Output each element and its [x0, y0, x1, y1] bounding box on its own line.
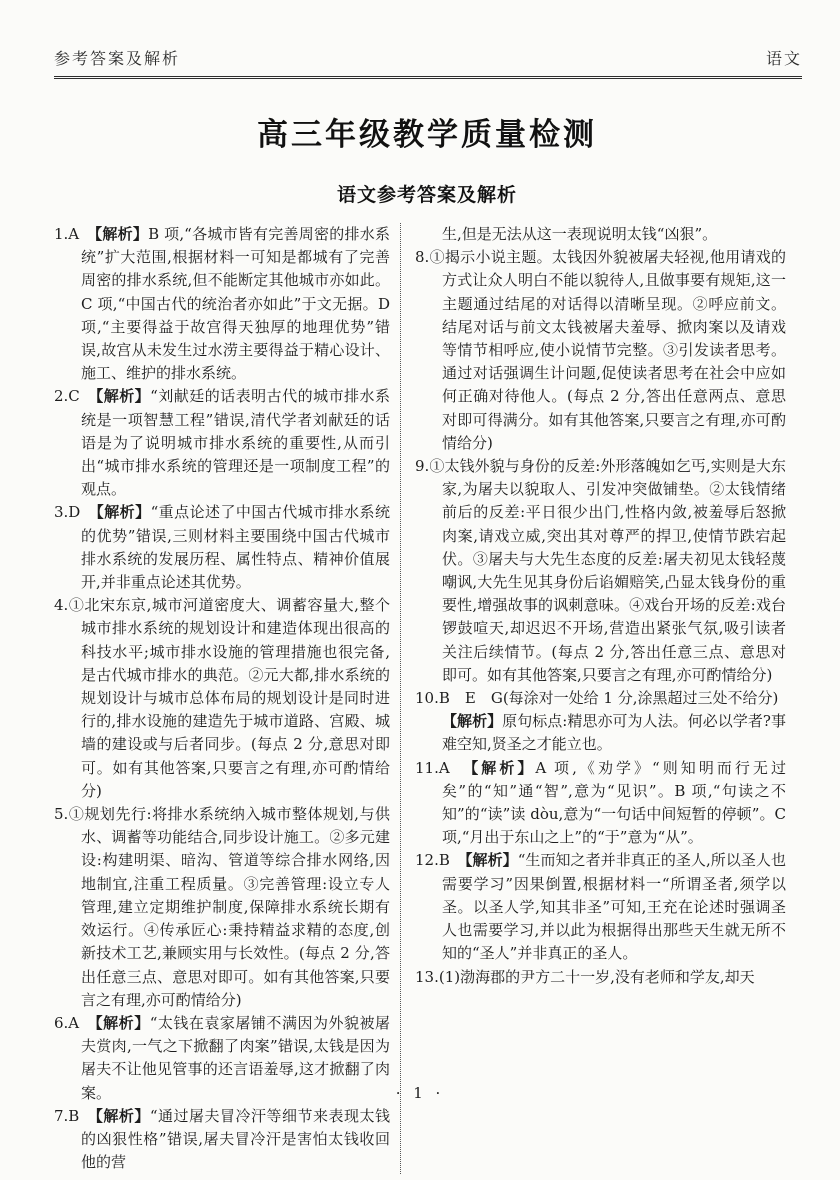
right-column — [400, 223, 786, 1174]
item-text: “通过屠夫冒冷汗等细节来表现太钱的凶狠性格”错误,屠夫冒冷汗是害怕太钱收回他的营 — [81, 1106, 390, 1172]
answer-item-10-analysis — [415, 710, 786, 756]
item-number: 10.B E G — [415, 689, 503, 708]
item-number: 3.D — [54, 503, 97, 522]
document-subtitle: 语文参考答案及解析 — [336, 184, 517, 206]
answer-item-8 — [415, 246, 786, 455]
item-number: 2.C — [54, 387, 96, 406]
item-number: 7.B — [54, 1106, 96, 1125]
item-text: ①太钱外貌与身份的反差:外形落魄如乞丐,实则是大东家,为屠夫以貌取人、引发冲突做铺垫。②太钱情绪前后的反差:平日很少出门,性格内敛,被羞辱后怒掀肉案,请戏立威,突出其对尊严的捍卫,使情节跌宕起伏。③屠夫与大先生态度的反差:屠夫初见太钱轻蔑嘲讽,大先生见其身份后谄媚赔笑,凸显太钱身份的重要性,增强故事的讽刺意味。④戏台开场的反差:戏台锣鼓喧天,却迟迟不开场,营造出紧张气氛,吸引读者关注后续情节。(每点 2 分,答出任意三点、意思对即可。如有其他答案,只要言之有理,亦可酌情给分) — [429, 457, 786, 684]
answer-item-12 — [415, 849, 786, 965]
item-text: ①规划先行:将排水系统纳入城市整体规划,与供水、调蓄等功能结合,同步设计施工。②多元建设:构建明渠、暗沟、管道等综合排水网络,因地制宜,注重工程质量。③完善管理:设立专人管理,建立定期维护制度,保障排水系统长期有效运行。④传承匠心:秉持精益求精的态度,创新技术工艺,兼顾实用与长效性。(每点 2 分,答出任意三点、意思对即可。如有其他答案,只要言之有理,亦可酌情给分) — [68, 805, 390, 1009]
item-number: 5. — [54, 805, 69, 824]
header-right-label: 语文 — [765, 49, 802, 68]
document-title: 高三年级教学质量检测 — [257, 117, 597, 153]
answer-item-5 — [54, 803, 390, 1012]
analysis-label: 【解析】 — [470, 758, 536, 777]
item-text: 生,但是无法从这一表现说明太钱“凶狠”。 — [442, 225, 718, 243]
answer-item-7-continuation — [415, 223, 786, 246]
item-text: A 项,《劝学》“则知明而行无过矣”的“知”通“智”,意为“见识”。B 项,“句读之不知”的“读”读 dòu,意为“一句话中间短暂的停顿”。C 项,“月出于东山之上”的“于”意为“从”。 — [442, 758, 786, 847]
analysis-label: 【解析】 — [95, 1013, 150, 1032]
answer-item-2 — [54, 385, 390, 501]
answer-item-13 — [415, 966, 786, 989]
item-text: (每涂对一处给 1 分,涂黑超过三处不给分) — [502, 689, 779, 708]
answer-item-9 — [415, 455, 786, 687]
analysis-label: 【解析】 — [96, 503, 151, 522]
analysis-label: 【解析】 — [442, 712, 503, 731]
page-number: · 1 · — [395, 1084, 445, 1102]
header-double-rule — [54, 76, 802, 79]
item-text: “重点论述了中国古代城市排水系统的优势”错误,三则材料主要围绕中国古代城市排水系统的发展历程、属性特点、精神价值展开,并非重点论述其优势。 — [81, 503, 390, 592]
item-text: B 项,“各城市皆有完善周密的排水系统”扩大范围,根据材料一可知是都城有了完善周密的排水系统,但不能断定其他城市亦如此。C 项,“中国古代的统治者亦如此”于文无据。D 项,“主要得益于故宫得天独厚的地理优势”错误,故宫从未发生过水涝主要得益于精心设计、施工、维护的排水系统。 — [81, 225, 390, 383]
answer-item-10 — [415, 687, 786, 710]
analysis-label: 【解析】 — [95, 387, 151, 406]
answer-item-11 — [415, 757, 786, 850]
item-number: 1.A — [54, 225, 95, 243]
item-text: “生而知之者并非真正的圣人,所以圣人也需要学习”因果倒置,根据材料一“所谓圣者,须学以圣。以圣人学,知其非圣”可知,王充在论述时强调圣人也需要学习,并以此为根据得出那些天生就无所不知的“圣人”并非真正的圣人。 — [442, 851, 786, 963]
item-number: 12.B — [415, 851, 465, 870]
answer-item-7 — [54, 1105, 390, 1175]
item-number: 4. — [54, 596, 69, 615]
item-text: ①揭示小说主题。太钱因外貌被屠夫轻视,他用请戏的方式让众人明白不能以貌待人,且做事要有规矩,这一主题通过结尾的对话得以清晰呈现。②呼应前文。结尾对话与前文太钱被屠夫羞辱、掀肉案以及请戏等情节相呼应,使小说情节完整。③引发读者思考。通过对话强调生计问题,促使读者思考在社会中应如何正确对待他人。(每点 2 分,答出任意两点、意思对即可得满分。如有其他答案,只要言之有理,亦可酌情给分) — [429, 248, 786, 452]
page-header — [54, 46, 802, 69]
analysis-label: 【解析】 — [464, 851, 518, 870]
item-text: 原句标点:精思亦可为人法。何必以学者?事难空知,贤圣之才能立也。 — [442, 712, 786, 754]
analysis-label: 【解析】 — [95, 1106, 150, 1125]
item-text: (1)渤海郡的尹方二十一岁,没有老师和学友,却天 — [438, 967, 755, 986]
item-text: ①北宋东京,城市河道密度大、调蓄容量大,整个城市排水系统的规划设计和建造体现出很高的科技水平;城市排水设施的管理措施也很完备,是古代城市排水的典范。②元大都,排水系统的规划设计与城市总体布局的规划设计是同时进行的,排水设施的建造先于城市道路、宫殿、城墙的建设或与后者同步。(每点 2 分,意思对即可。如有其他答案,只要言之有理,亦可酌情给分) — [68, 596, 390, 800]
item-text: “太钱在袁家屠铺不满因为外貌被屠夫赏肉,一气之下掀翻了肉案”错误,太钱是因为屠夫不让他见管事的还言语羞辱,这才掀翻了肉案。 — [81, 1013, 390, 1102]
item-number: 6.A — [54, 1013, 96, 1032]
item-number: 8. — [415, 248, 430, 267]
item-number: 13. — [415, 967, 439, 986]
answer-item-4 — [54, 594, 390, 803]
left-column — [54, 223, 400, 1174]
item-number: 9. — [415, 457, 430, 476]
answer-item-1 — [54, 223, 390, 385]
answer-item-3 — [54, 501, 390, 594]
analysis-label: 【解析】 — [94, 225, 149, 243]
item-text: “刘献廷的话表明古代的城市排水系统是一项智慧工程”错误,清代学者刘献廷的话语是为了说明城市排水系统的重要性,从而引出“城市排水系统的管理还是一项制度工程”的观点。 — [81, 387, 390, 499]
item-number: 11.A — [415, 758, 471, 777]
answer-columns — [54, 223, 802, 1174]
header-left-label: 参考答案及解析 — [54, 49, 181, 68]
